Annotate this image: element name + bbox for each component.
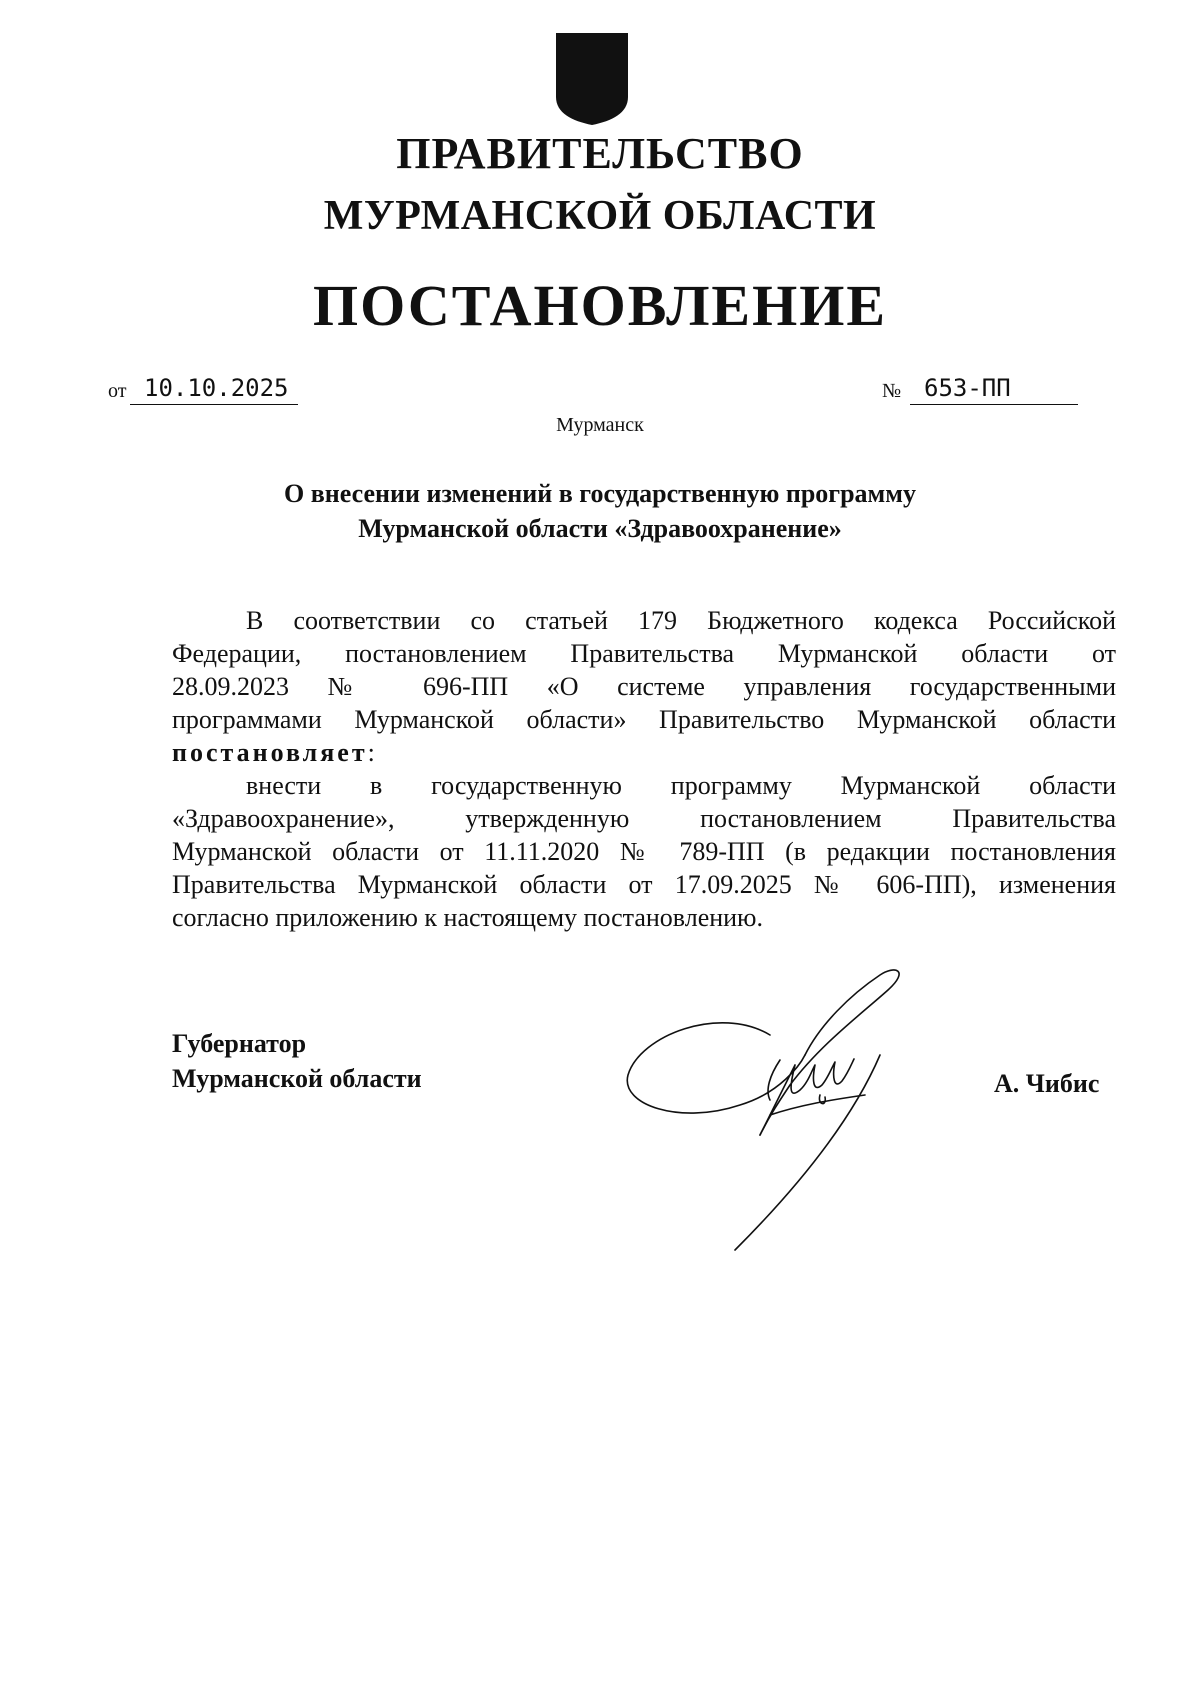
signer-name: А. Чибис [994, 1069, 1100, 1098]
handwritten-signature [620, 965, 950, 1265]
body-line1: В соответствии со статьей 179 Бюджетного кодекса Российской [246, 606, 1116, 635]
body-line10: согласно приложению к настоящему постановлению. [172, 903, 763, 932]
resolves-colon: : [367, 738, 375, 767]
government-title-line1: ПРАВИТЕЛЬСТВО [396, 129, 804, 178]
document-number: 653-ПП [910, 372, 1078, 405]
city-name: Мурманск [556, 414, 644, 436]
government-title-line2: МУРМАНСКОЙ ОБЛАСТИ [323, 193, 877, 239]
body-line5 [172, 736, 1116, 769]
signer-position-line2: Мурманской области [172, 1064, 422, 1093]
body-line3: 28.09.2023 № 696-ПП «О системе управления государственными [172, 672, 1116, 701]
body-line9: Правительства Мурманской области от 17.09.2025 № 606-ПП), изменения [172, 870, 1116, 899]
subject-line2: Мурманской области «Здравоохранение» [358, 514, 842, 543]
body-line8: Мурманской области от 11.11.2020 № 789-ПП (в редакции постановления [172, 837, 1116, 866]
document-type-title: ПОСТАНОВЛЕНИЕ [312, 273, 888, 338]
body-line6: внести в государственную программу Мурманской области [246, 771, 1116, 800]
body-line7: «Здравоохранение», утвержденную постановлением Правительства [172, 804, 1116, 833]
body-line4: программами Мурманской области» Правительство Мурманской области [172, 705, 1116, 734]
coat-of-arms-icon [552, 31, 632, 127]
resolves-word: постановляет [172, 738, 368, 767]
subject-line1: О внесении изменений в государственную программу [284, 479, 916, 508]
number-label: № [882, 380, 902, 402]
document-date: 10.10.2025 [130, 372, 298, 405]
body-line2: Федерации, постановлением Правительства Мурманской области от [172, 639, 1116, 668]
signer-position-line1: Губернатор [172, 1029, 307, 1058]
date-label: от [108, 380, 127, 402]
